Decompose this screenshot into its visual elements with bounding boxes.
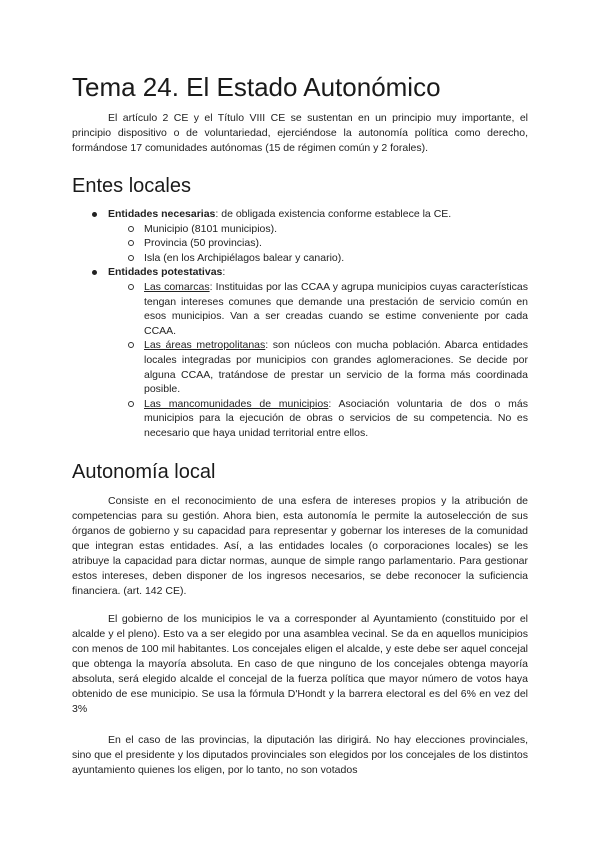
page-title: Tema 24. El Estado Autonómico	[72, 72, 441, 102]
list-item	[108, 251, 528, 266]
section-heading-entes-locales: Entes locales	[72, 175, 191, 197]
bullet-icon	[92, 212, 97, 217]
circle-bullet-icon	[128, 255, 134, 261]
autonomia-paragraph-2: El gobierno de los municipios le va a corresponder al Ayuntamiento (constituido por el alcalde y el pleno). Esto va a ser elegido por una asamblea vecinal. Se da en aquellos municipios con menos de 100 mil habitantes. Los concejales eligen el alcalde, y este debe ser aquel concejal que obtenga la mayoría absoluta. En caso de que ninguno de los concejales obtenga mayoría absoluta, será elegido alcalde el concejal de la fuerza política que mayor número de votos haya obtenido de ese municipio. Se usa la fórmula D'Hondt y la barrera electoral es del 6% en vez del 3%	[72, 613, 528, 715]
circle-bullet-icon	[128, 284, 134, 290]
entes-locales-list	[72, 207, 528, 441]
circle-bullet-icon	[128, 226, 134, 232]
list-item	[108, 338, 528, 396]
term-mancomunidades: Las mancomunidades de municipios	[144, 397, 329, 410]
list-item	[108, 222, 528, 237]
potestativas-label: Entidades potestativas	[108, 266, 223, 279]
sublist-item-text: Provincia (50 provincias).	[144, 237, 262, 250]
term-description: : son núcleos con mucha población. Abarca entidades locales integradas por municipios con grandes aglomeraciones. Se decide por alguna CCAA, tratándose de prestar un servicio de la forma más coordinada posible.	[144, 339, 528, 396]
necesarias-label: Entidades necesarias	[108, 208, 216, 220]
list-item	[108, 236, 528, 251]
autonomia-paragraph-3: En el caso de las provincias, la diputación las dirigirá. No hay elecciones provinciales, sino que el presidente y los diputados provinciales son elegidos por los concejales de los distintos ayuntamiento quienes los eligen, por lo tanto, no son votados	[72, 734, 528, 776]
intro-paragraph: El artículo 2 CE y el Título VIII CE se sustentan en un principio muy importante, el principio dispositivo o de voluntariedad, ejerciéndose la autonomía política como derecho, formándose 17 comunidades autónomas (15 de régimen común y 2 forales).	[72, 112, 528, 154]
term-description: : Asociación voluntaria de dos o más municipios para la ejecución de obras o servicios de su competencia. No es necesario que haya unidad territorial entre ellos.	[144, 397, 528, 439]
list-item-necesarias	[72, 207, 528, 265]
term-comarcas: Las comarcas	[144, 280, 210, 293]
circle-bullet-icon	[128, 240, 134, 246]
potestativas-sublist	[108, 280, 528, 441]
necesarias-text: : de obligada existencia conforme establece la CE.	[215, 208, 452, 220]
section-heading-autonomia-local: Autonomía local	[72, 461, 216, 483]
sublist-item-text: Isla (en los Archipiélagos balear y canario).	[144, 251, 345, 264]
list-item	[108, 280, 528, 338]
circle-bullet-icon	[128, 342, 134, 348]
term-areas-metropolitanas: Las áreas metropolitanas	[144, 339, 266, 352]
list-item-potestativas	[72, 265, 528, 440]
sublist-item-text: Municipio (8101 municipios).	[144, 222, 278, 235]
circle-bullet-icon	[128, 401, 134, 407]
term-description: : Instituidas por las CCAA y agrupa municipios cuyas características tengan intereses comunes que demande una prestación de servicio común en esos municipios. Van a ser creadas cuando se estime conveniente por cada CCAA.	[144, 280, 528, 337]
autonomia-paragraph-1: Consiste en el reconocimiento de una esfera de intereses propios y la atribución de competencias para su gestión. Ahora bien, esta autonomía le permite la autoselección de sus órganos de gobierno y su capacidad para representar y gobernar los intereses de la comunidad que integran estas entidades. Así, a las entidades locales (o corporaciones locales) se les atribuye la capacidad para dictar normas, aunque de simple rango parlamentario. Para gestionar estos intereses, deben disponer de los ingresos necesarios, se debe reconocer la suficiencia financiera. (art. 142 CE).	[72, 495, 528, 597]
list-item	[108, 397, 528, 441]
potestativas-colon: :	[222, 266, 226, 279]
necesarias-sublist	[108, 222, 528, 266]
bullet-icon	[92, 270, 97, 275]
